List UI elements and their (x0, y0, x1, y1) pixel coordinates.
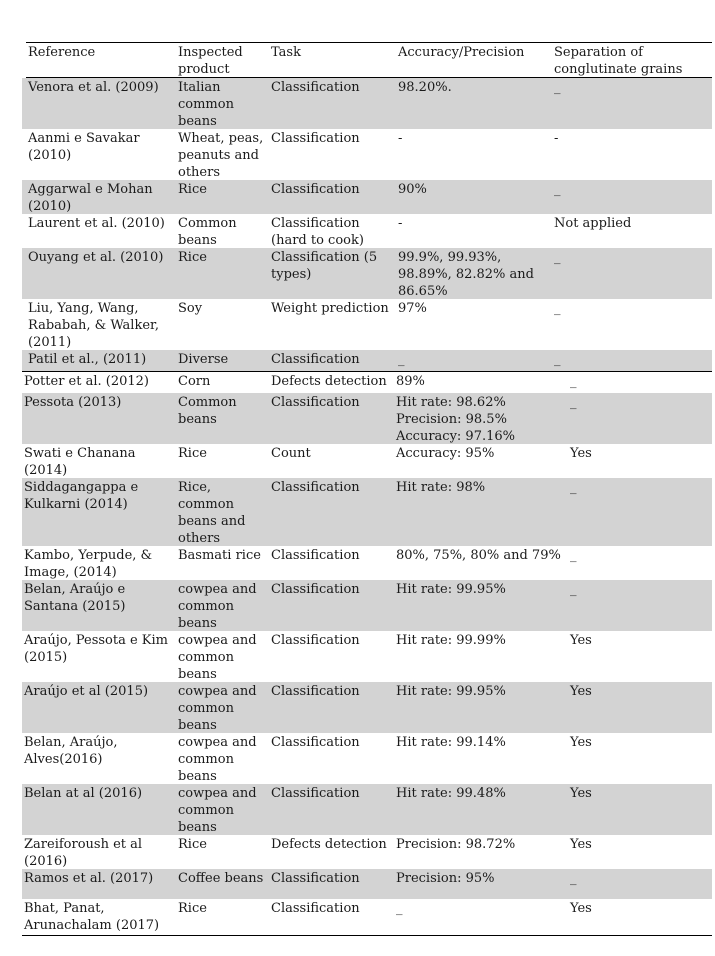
cell-task: Classification (271, 480, 360, 495)
cell-inspected-product: Italian common beans (178, 80, 234, 129)
table-row (22, 631, 712, 682)
cell-separation: _ (554, 301, 561, 316)
cell-reference: Ouyang et al. (2010) (28, 250, 164, 265)
cell-separation: _ (570, 548, 577, 563)
table-row (22, 78, 712, 129)
cell-inspected-product: Corn (178, 374, 211, 389)
cell-reference: Araújo et al (2015) (24, 684, 149, 699)
cell-separation: _ (570, 582, 577, 597)
table-row (22, 129, 712, 180)
cell-reference: Zareiforoush et al (2016) (24, 837, 143, 869)
cell-task: Classification (271, 901, 360, 916)
cell-inspected-product: Common beans (178, 216, 237, 248)
cell-reference: Aanmi e Savakar (2010) (28, 131, 140, 163)
cell-reference: Belan, Araújo, Alves(2016) (24, 735, 118, 767)
header-row (22, 43, 712, 77)
cell-inspected-product: Basmati rice (178, 548, 261, 563)
cell-task: Classification (hard to cook) (271, 216, 364, 248)
cell-accuracy: 97% (398, 301, 427, 316)
cell-task: Weight prediction (271, 301, 389, 316)
cell-separation: Yes (570, 446, 592, 461)
cell-reference: Laurent et al. (2010) (28, 216, 165, 231)
cell-task: Classification (271, 182, 360, 197)
cell-task: Classification (271, 786, 360, 801)
table-row (22, 393, 712, 444)
table-row (22, 784, 712, 835)
cell-task: Defects detection (271, 837, 387, 852)
cell-task: Classification (271, 871, 360, 886)
cell-separation: Yes (570, 735, 592, 750)
cell-accuracy: Hit rate: 98% (396, 480, 486, 495)
cell-accuracy: Hit rate: 99.48% (396, 786, 506, 801)
table-row (22, 835, 712, 869)
table-row (22, 350, 712, 371)
cell-accuracy: Hit rate: 98.62% Precision: 98.5% Accuracy: 97.16% (396, 395, 515, 444)
table-row (22, 444, 712, 478)
cell-reference: Belan at al (2016) (24, 786, 143, 801)
cell-separation: - (554, 131, 559, 146)
table-row (22, 248, 712, 299)
cell-task: Classification (271, 131, 360, 146)
cell-separation: _ (554, 182, 561, 197)
table-row (22, 580, 712, 631)
cell-inspected-product: cowpea and common beans (178, 633, 257, 682)
cell-separation: _ (554, 80, 561, 95)
header-reference: Reference (28, 45, 96, 60)
cell-task: Classification (271, 633, 360, 648)
table-row (22, 733, 712, 784)
table-row (22, 478, 712, 546)
cell-inspected-product: Rice (178, 250, 207, 265)
cell-task: Classification (271, 395, 360, 410)
header-separation: Separation of conglutinate grains (554, 45, 683, 77)
cell-accuracy: Precision: 98.72% (396, 837, 516, 852)
cell-accuracy: 98.20%. (398, 80, 452, 95)
table-row (22, 299, 712, 350)
table-row (22, 869, 712, 899)
cell-task: Classification (271, 735, 360, 750)
cell-separation: _ (570, 374, 577, 389)
cell-reference: Aggarwal e Mohan (2010) (28, 182, 153, 214)
cell-inspected-product: Rice (178, 837, 207, 852)
cell-accuracy: 99.9%, 99.93%, 98.89%, 82.82% and 86.65% (398, 250, 534, 299)
cell-inspected-product: Common beans (178, 395, 237, 427)
cell-accuracy: Precision: 95% (396, 871, 495, 886)
cell-inspected-product: cowpea and common beans (178, 786, 257, 835)
table-row (22, 546, 712, 580)
cell-accuracy: 89% (396, 374, 425, 389)
cell-accuracy: - (398, 131, 403, 146)
cell-inspected-product: Rice (178, 182, 207, 197)
table-row (22, 214, 712, 248)
cell-reference: Kambo, Yerpude, & Image, (2014) (24, 548, 153, 580)
cell-task: Classification (271, 80, 360, 95)
cell-reference: Venora et al. (2009) (28, 80, 159, 95)
cell-task: Classification (271, 548, 360, 563)
cell-inspected-product: Rice, common beans and others (178, 480, 246, 546)
header-inspected-product: Inspected product (178, 45, 243, 77)
cell-inspected-product: cowpea and common beans (178, 684, 257, 733)
cell-accuracy: Hit rate: 99.95% (396, 684, 506, 699)
cell-reference: Belan, Araújo e Santana (2015) (24, 582, 126, 614)
cell-separation: Yes (570, 684, 592, 699)
cell-task: Classification (5 types) (271, 250, 378, 282)
cell-accuracy: Accuracy: 95% (396, 446, 495, 461)
cell-accuracy: Hit rate: 99.95% (396, 582, 506, 597)
mid-rule (22, 371, 712, 372)
cell-reference: Pessota (2013) (24, 395, 122, 410)
cell-separation: Yes (570, 633, 592, 648)
cell-reference: Bhat, Panat, Arunachalam (2017) (24, 901, 160, 933)
cell-reference: Potter et al. (2012) (24, 374, 149, 389)
cell-task: Defects detection (271, 374, 387, 389)
cell-inspected-product: cowpea and common beans (178, 735, 257, 784)
table-row (22, 682, 712, 733)
cell-accuracy: _ (398, 352, 405, 367)
header-accuracy-precision: Accuracy/Precision (398, 45, 525, 60)
cell-inspected-product: Soy (178, 301, 203, 316)
cell-separation: _ (570, 871, 577, 886)
table-bottom-rule (22, 935, 712, 936)
cell-accuracy: _ (396, 901, 403, 916)
table-row (22, 180, 712, 214)
cell-reference: Liu, Yang, Wang, Rababah, & Walker, (2011) (28, 301, 159, 350)
cell-accuracy: - (398, 216, 403, 231)
cell-task: Classification (271, 582, 360, 597)
cell-inspected-product: Wheat, peas, peanuts and others (178, 131, 264, 180)
cell-accuracy: 80%, 75%, 80% and 79% (396, 548, 561, 563)
header-task: Task (271, 45, 301, 60)
table-row (22, 372, 712, 393)
cell-inspected-product: Diverse (178, 352, 229, 367)
cell-separation: Not applied (554, 216, 632, 231)
cell-separation: _ (570, 480, 577, 495)
cell-reference: Patil et al., (2011) (28, 352, 147, 367)
cell-accuracy: Hit rate: 99.99% (396, 633, 506, 648)
cell-separation: Yes (570, 786, 592, 801)
cell-separation: _ (554, 250, 561, 265)
table-row (22, 899, 712, 935)
cell-task: Classification (271, 684, 360, 699)
cell-task: Classification (271, 352, 360, 367)
cell-reference: Siddagangappa e Kulkarni (2014) (24, 480, 139, 512)
cell-inspected-product: Rice (178, 901, 207, 916)
cell-separation: _ (554, 352, 561, 367)
cell-task: Count (271, 446, 311, 461)
cell-accuracy: Hit rate: 99.14% (396, 735, 506, 750)
cell-separation: Yes (570, 901, 592, 916)
cell-reference: Swati e Chanana (2014) (24, 446, 136, 478)
cell-reference: Araújo, Pessota e Kim (2015) (24, 633, 169, 665)
cell-reference: Ramos et al. (2017) (24, 871, 154, 886)
cell-inspected-product: cowpea and common beans (178, 582, 257, 631)
cell-separation: Yes (570, 837, 592, 852)
cell-inspected-product: Rice (178, 446, 207, 461)
cell-inspected-product: Coffee beans (178, 871, 264, 886)
cell-accuracy: 90% (398, 182, 427, 197)
cell-separation: _ (570, 395, 577, 410)
